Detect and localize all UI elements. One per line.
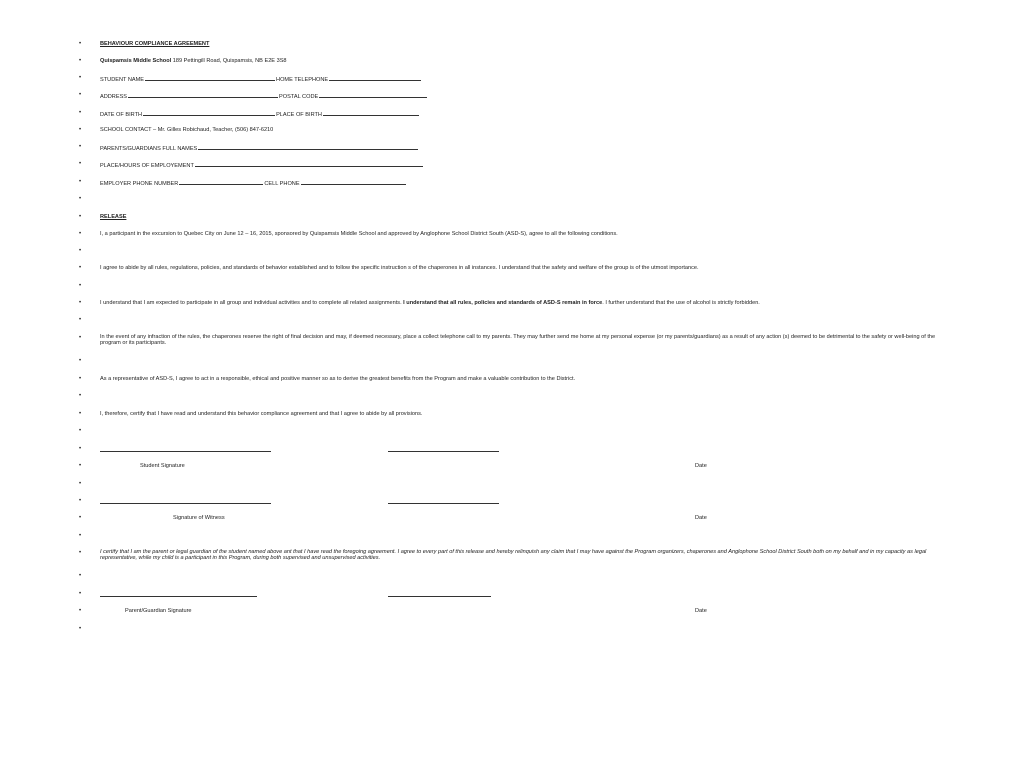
student-name-label: STUDENT NAME xyxy=(100,77,145,83)
bullet: • xyxy=(79,144,82,150)
student-name-field[interactable] xyxy=(145,75,275,81)
cell-phone-label: CELL PHONE xyxy=(264,181,300,187)
field-line xyxy=(100,75,422,83)
parent-date-label: Date xyxy=(695,608,707,614)
employer-phone-field[interactable] xyxy=(179,179,263,185)
bullet: • xyxy=(79,393,82,399)
bullet: • xyxy=(79,75,82,81)
bullet: • xyxy=(79,335,82,341)
participate-bold: I understand that all rules, policies and standards of ASD-S remain in force xyxy=(403,300,603,306)
abide-text: I agree to abide by all rules, regulations, policies, and standards of behavior established and to follow the specific instruction s of the chaperones in all instances. I understand that the safety and welfare of the group is of the utmost importance. xyxy=(100,265,699,271)
student-date-label: Date xyxy=(695,463,707,469)
home-telephone-label: HOME TELEPHONE xyxy=(276,77,329,83)
bullet: • xyxy=(79,498,82,504)
witness-date-label: Date xyxy=(695,515,707,521)
postal-code-field[interactable] xyxy=(319,92,427,98)
school-info xyxy=(100,58,287,64)
parent-date-field[interactable] xyxy=(388,596,491,597)
document-title: BEHAVIOUR COMPLIANCE AGREEMENT xyxy=(100,41,210,47)
bullet: • xyxy=(79,358,82,364)
cell-phone-field[interactable] xyxy=(301,179,406,185)
participate-post: . I further understand that the use of alcohol is strictly forbidden. xyxy=(602,300,760,306)
field-line xyxy=(100,161,424,169)
bullet: • xyxy=(79,161,82,167)
bullet: • xyxy=(79,573,82,579)
bullet: • xyxy=(79,283,82,289)
address-field[interactable] xyxy=(128,92,278,98)
address-label: ADDRESS xyxy=(100,94,128,100)
infraction-text: In the event of any infraction of the rules, the chaperones reserve the right of final decision and may, if deemed necessary, place a collect telephone call to my parents. They may further send me home at my personal expense (or my parents/guardians) as a result of any action (s) deemed to be detrimental to the safety or well-being of the program or its participants. xyxy=(100,334,936,346)
bullet: • xyxy=(79,179,82,185)
bullet: • xyxy=(79,608,82,614)
school-contact: SCHOOL CONTACT – Mr. Gilles Robichaud, Teacher, (506) 847-6210 xyxy=(100,127,274,133)
bullet: • xyxy=(79,533,82,539)
bullet: • xyxy=(79,231,82,237)
parents-names-field[interactable] xyxy=(198,144,418,150)
release-intro: I, a participant in the excursion to Quebec City on June 12 – 16, 2015, sponsored by Quispamsis Middle School and approved by Anglophone School District South (ASD-S), agree to all the following conditions. xyxy=(100,231,618,237)
bullet: • xyxy=(79,428,82,434)
bullet: • xyxy=(79,58,82,64)
parent-statement: I certify that I am the parent or legal guardian of the student named above ant that I have read the foregoing agreement. I agree to every part of this release and hereby relinquish any claim that I may have against the Program organizers, chaperones and Anglophone School District South both on my behalf and in my capacity as legal representative, while my child is a participant in this Program, during both supervised and unsupervised activities. xyxy=(100,549,927,561)
employer-phone-label: EMPLOYER PHONE NUMBER xyxy=(100,181,179,187)
certify-text: I, therefore, certify that I have read and understand this behavior compliance agreement and that I agree to abide by all provisions. xyxy=(100,411,423,417)
bullet: • xyxy=(79,463,82,469)
school-address: 189 Pettingill Road, Quispamsis, NB E2E 3S8 xyxy=(172,58,287,64)
place-hours-label: PLACE/HOURS OF EMPLOYEMENT xyxy=(100,163,194,169)
bullet: • xyxy=(79,127,82,133)
bullet: • xyxy=(79,92,82,98)
date-of-birth-label: DATE OF BIRTH xyxy=(100,112,143,118)
bullet: • xyxy=(79,300,82,306)
bullet: • xyxy=(79,214,82,220)
field-line xyxy=(100,110,420,118)
student-signature-label: Student Signature xyxy=(140,463,185,469)
bullet: • xyxy=(79,196,82,202)
bullet: • xyxy=(79,626,82,632)
bullet: • xyxy=(79,515,82,521)
parents-names-label: PARENTS/GUARDIANS FULL NAMES xyxy=(100,146,198,152)
home-telephone-field[interactable] xyxy=(329,75,421,81)
field-line xyxy=(100,144,419,152)
student-date-field[interactable] xyxy=(388,451,499,452)
place-of-birth-label: PLACE OF BIRTH xyxy=(276,112,322,118)
bullet: • xyxy=(79,591,82,597)
bullet: • xyxy=(79,248,82,254)
witness-signature-label: Signature of Witness xyxy=(173,515,225,521)
witness-date-field[interactable] xyxy=(388,503,499,504)
parent-signature-field[interactable] xyxy=(100,596,257,597)
bullet: • xyxy=(79,481,82,487)
school-name: Quispamsis Middle School xyxy=(100,58,172,64)
place-of-birth-field[interactable] xyxy=(323,110,419,116)
bullet: • xyxy=(79,110,82,116)
postal-code-label: POSTAL CODE xyxy=(279,94,319,100)
bullet: • xyxy=(79,411,82,417)
participate-pre: I understand that I am expected to participate in all group and individual activities and to complete all related assignments. xyxy=(100,300,404,306)
participate-text xyxy=(100,300,760,306)
bullet: • xyxy=(79,550,82,556)
bullet: • xyxy=(79,446,82,452)
field-line xyxy=(100,179,407,187)
place-hours-field[interactable] xyxy=(195,161,423,167)
bullet: • xyxy=(79,317,82,323)
student-signature-field[interactable] xyxy=(100,451,271,452)
date-of-birth-field[interactable] xyxy=(143,110,275,116)
release-heading: RELEASE xyxy=(100,214,127,220)
bullet: • xyxy=(79,41,82,47)
bullet: • xyxy=(79,265,82,271)
field-line xyxy=(100,92,428,100)
representative-text: As a representative of ASD-S, I agree to act in a responsible, ethical and positive manner so as to derive the greatest benefits from the Program and make a valuable contribution to the District. xyxy=(100,376,576,382)
bullet: • xyxy=(79,376,82,382)
witness-signature-field[interactable] xyxy=(100,503,271,504)
parent-signature-label: Parent/Guardian Signature xyxy=(125,608,192,614)
